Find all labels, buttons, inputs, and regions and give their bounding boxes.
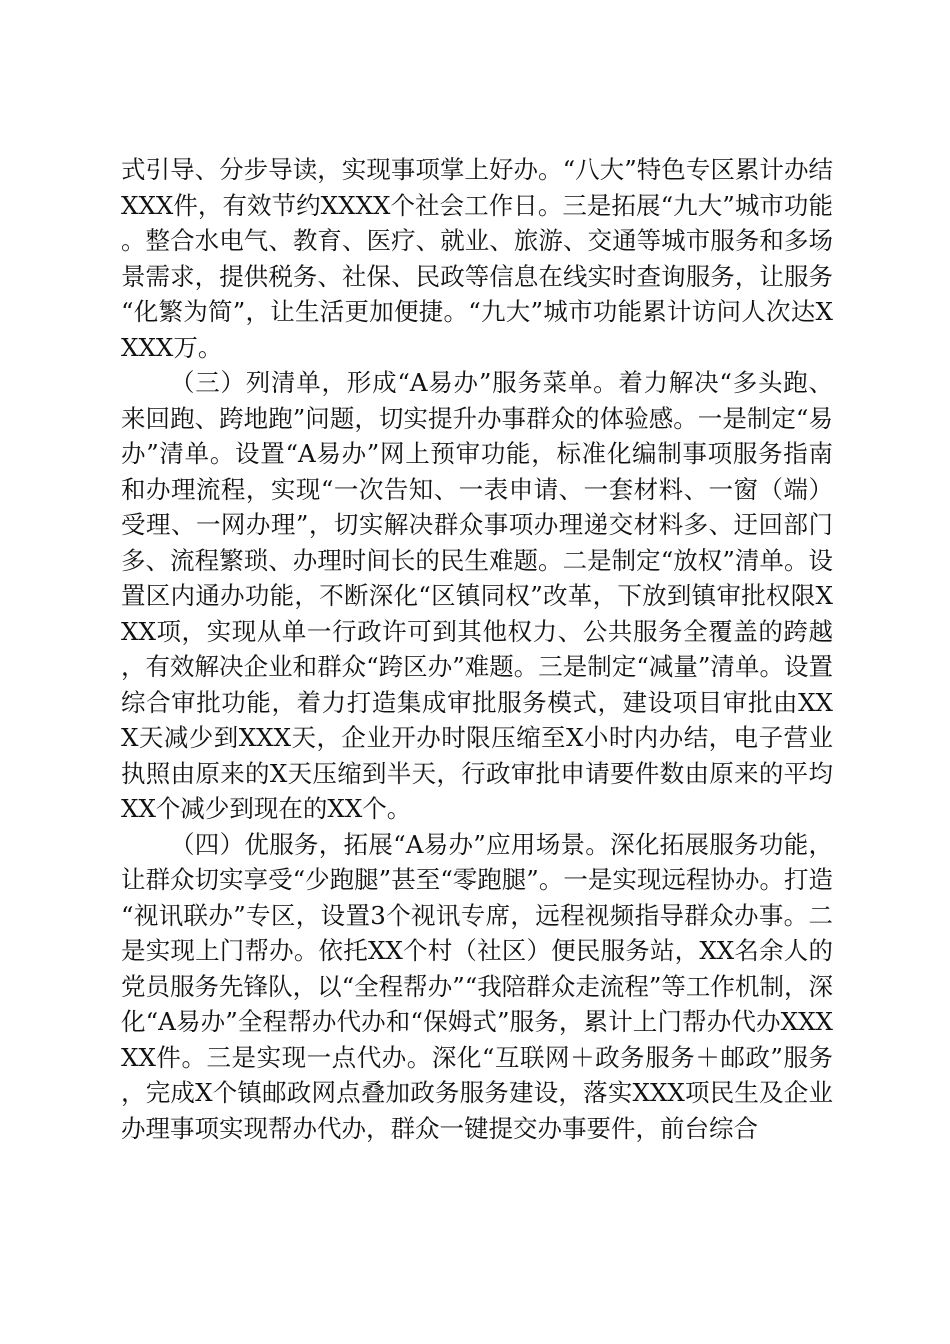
paragraph-continuation: 式引导、分步导读，实现事项掌上好办。“八大”特色专区累计办结XXX件，有效节约XXXX个社会工作日。三是拓展“九大”城市功能。整合水电气、教育、医疗、就业、旅游、交通等城市服务和多场景需求，提供税务、社保、民政等信息在线实时查询服务，让服务“化繁为简”，让生活更加便捷。“九大”城市功能累计访问人次达XXXX万。 (121, 155, 833, 362)
paragraph-section-3: （三）列清单，形成“A易办”服务菜单。着力解决“多头跑、来回跑、跨地跑”问题，切实提升办事群众的体验感。一是制定“易办”清单。设置“A易办”网上预审功能，标准化编制事项服务指南和办理流程，实现“一次告知、一表申请、一套材料、一窗（端）受理、一网办理”，切实解决群众事项办理递交材料多、迂回部门多、流程繁琐、办理时间长的民生难题。二是制定“放权”清单。设置区内通办功能，不断深化“区镇同权”改革，下放到镇审批权限XXX项，实现从单一行政许可到其他权力、公共服务全覆盖的跨越，有效解决企业和群众“跨区办”难题。三是制定“减量”清单。设置综合审批功能，着力打造集成审批服务模式，建设项目审批由XXX天减少到XXX天，企业开办时限压缩至X小时内办结，电子营业执照由原来的X天压缩到半天，行政审批申请要件数由原来的平均XX个减少到现在的XX个。 (121, 368, 833, 823)
document-body (121, 152, 833, 1146)
paragraph-section-4: （四）优服务，拓展“A易办”应用场景。深化拓展服务功能，让群众切实享受“少跑腿”甚至“零跑腿”。一是实现远程协办。打造“视讯联办”专区，设置3个视讯专席，远程视频指导群众办事。二是实现上门帮办。依托XX个村（社区）便民服务站，XX名余人的党员服务先锋队，以“全程帮办”“我陪群众走流程”等工作机制，深化“A易办”全程帮办代办和“保姆式”服务，累计上门帮办代办XXXXX件。三是实现一点代办。深化“互联网＋政务服务＋邮政”服务，完成X个镇邮政网点叠加政务服务建设，落实XXX项民生及企业办理事项实现帮办代办，群众一键提交办事要件，前台综合 (121, 829, 833, 1143)
